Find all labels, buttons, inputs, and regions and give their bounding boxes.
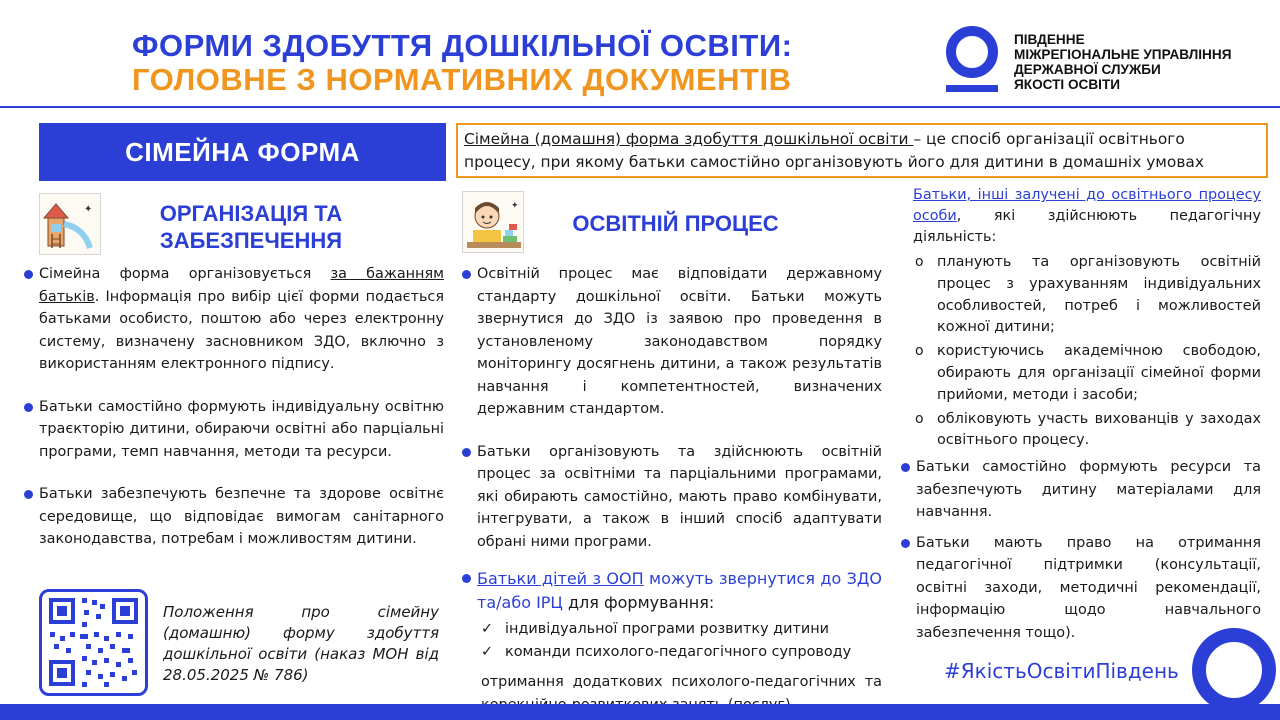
intro-text: , які здійснюють педагогічну діяльність: (913, 208, 1261, 245)
page-title-line1: ФОРМИ ЗДОБУТТЯ ДОШКІЛЬНОЇ ОСВІТИ: (132, 28, 793, 63)
hashtag: #ЯкістьОсвітиПівдень (944, 659, 1179, 683)
playground-icon (39, 193, 101, 255)
sub-item: o обліковують участь вихованців у заходах освітнього процесу. (913, 409, 1261, 453)
right-column (913, 185, 1261, 644)
logo-ring-icon (946, 26, 998, 78)
list-item: Батьки самостійно формують ресурси та забезпечують дитину матеріалами для навчання. (901, 456, 1261, 524)
list-item (24, 263, 444, 376)
sub-item: o планують та організовують освітній процес з урахуванням індивідуальних особливостей, потреб і можливостей кожної дитини; (913, 252, 1261, 339)
qr-code[interactable] (39, 589, 148, 696)
list-item: Батьки мають право на отримання педагогічної підтримки (консультації, освітні заходи, методичні рекомендації, інформацію щодо навчального забезпечення тощо). (901, 532, 1261, 645)
org-line: ЯКОСТІ ОСВІТИ (1014, 77, 1121, 92)
sub-list (913, 252, 1261, 452)
logo-ring-icon (1192, 628, 1276, 712)
definition-box (456, 123, 1268, 178)
definition-term: Сімейна (домашня) форма здобуття дошкільної освіти (464, 130, 914, 148)
footer-bar (0, 704, 1280, 720)
org-line: ДЕРЖАВНОЇ СЛУЖБИ (1014, 62, 1161, 77)
bullet-text: для формування: (562, 593, 715, 612)
svg-text:✦: ✦ (511, 201, 519, 211)
bullet-text: Сімейна форма організовується (39, 266, 331, 282)
org-line: МІЖРЕГІОНАЛЬНЕ УПРАВЛІННЯ (1014, 47, 1232, 62)
list-item: Освітній процес має відповідати державному стандарту дошкільної освіти. Батьки можуть звернутися до ЗДО із заявою про проведення в установленому законодавством порядку моніторингу досягнень дитини, а також результатів навчання і компетентностей, визначених державним стандартом. (462, 263, 882, 421)
page-title-line2: ГОЛОВНЕ З НОРМАТИВНИХ ДОКУМЕНТІВ (132, 62, 792, 97)
sub-item: o користуючись академічною свободою, обирають для організації сімейної форми прийоми, методи і засоби; (913, 341, 1261, 406)
logo-bar-icon (946, 85, 998, 92)
process-tail-text: отримання додаткових психолого-педагогічних та (481, 674, 882, 690)
check-item: ✓ команди психолого-педагогічного супроводу (479, 641, 882, 664)
bullet-text: . Інформація про вибір цієї форми подається батьками особисто, поштою або через електронну систему, визначену засновником ЗДО, включно з використанням електронного підпису. (39, 288, 444, 372)
header-divider (0, 106, 1280, 108)
regulation-reference: Положення про сімейну (домашню) форму здобуття дошкільної освіти (наказ МОН від 28.05.2025 № 786) (163, 603, 439, 684)
organization-title: ОРГАНІЗАЦІЯ ТА ЗАБЕЗПЕЧЕННЯ (159, 201, 343, 253)
list-item: Батьки забезпечують безпечне та здорове освітнє середовище, що відповідає вимогам санітарного законодавства, потребам і можливостям дитини. (24, 483, 444, 551)
check-list (462, 618, 882, 663)
list-item: Батьки самостійно формують індивідуальну освітню траєкторію дитини, обираючи освітні або парціальні програми, темп навчання, методи та ресурси. (24, 396, 444, 464)
special-needs-link[interactable]: Батьки дітей з ООП (477, 569, 644, 588)
parents-teachers-link[interactable]: Батьки, інші залучені до освітнього процесу особи (913, 187, 1261, 224)
definition-text: – це спосіб організації освітнього процесу, при якому батьки самостійно організовують його для дитини в домашніх умовах (464, 130, 1204, 171)
list-item: Батьки організовують та здійснюють освітній процес за освітніми та парціальними програмами, які обирають самостійно, мають право комбінувати, інтегрувати, а також в інший спосіб адаптувати обрані ними програми. (462, 441, 882, 554)
process-title: ОСВІТНІЙ ПРОЦЕС (572, 211, 779, 236)
process-column (462, 263, 882, 716)
check-item: ✓ індивідуальної програми розвитку дитини (479, 618, 882, 641)
right-intro (913, 185, 1261, 248)
parents-wish-link: за бажанням батьків (39, 266, 444, 305)
family-form-banner: СІМЕЙНА ФОРМА (39, 123, 446, 181)
organization-name (1014, 32, 1274, 92)
child-icon (462, 191, 524, 253)
organization-column (24, 263, 444, 551)
svg-text:✦: ✦ (84, 204, 93, 215)
list-item (462, 567, 882, 615)
bullet-text: можуть звернутися до ЗДО та/або ІРЦ (477, 569, 882, 612)
org-line: ПІВДЕННЕ (1014, 32, 1085, 47)
